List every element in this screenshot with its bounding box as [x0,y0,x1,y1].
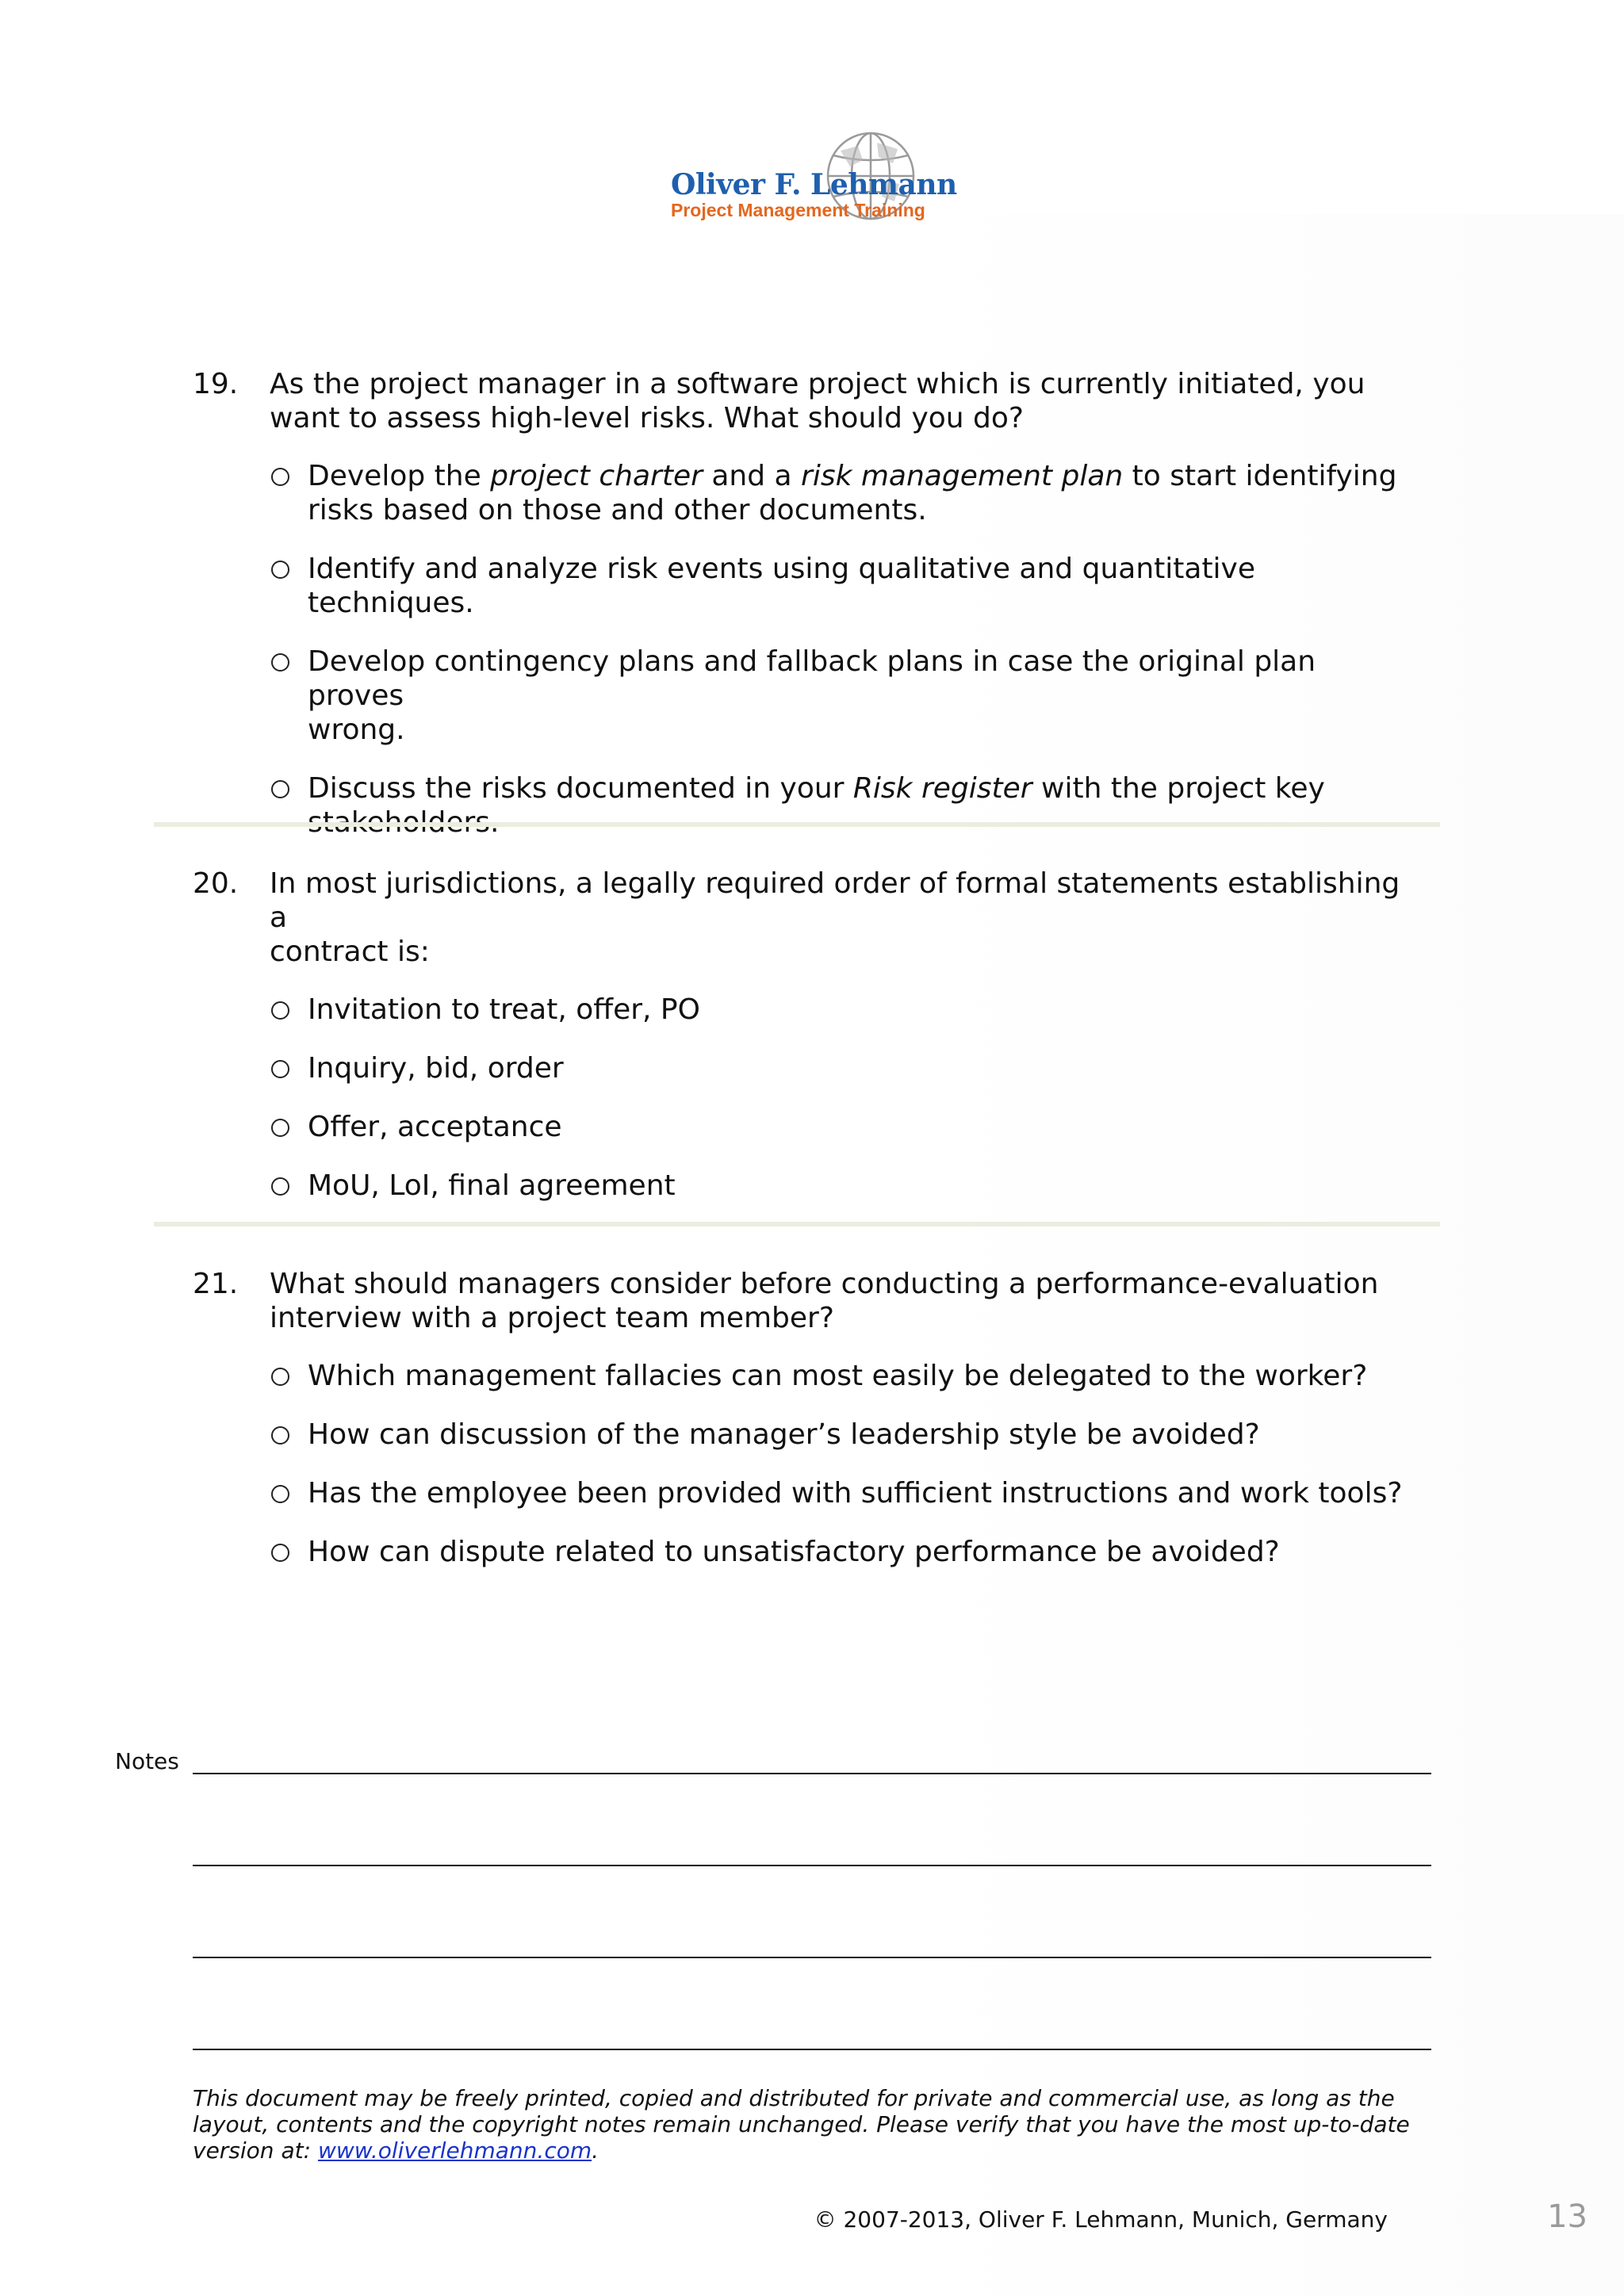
answer-option-c[interactable] [270,1476,1414,1510]
answer-option-b[interactable] [270,1051,1414,1085]
option-text: Has the employee been provided with sufficient instructions and work tools? [308,1477,1403,1510]
logo-subtitle: Project Management Training [671,200,925,220]
option-text: Which management fallacies can most easily be delegated to the worker? [308,1360,1368,1392]
answer-option-d[interactable] [270,771,1414,840]
section-divider [154,822,1440,827]
question-number: 20. [193,867,239,900]
radio-button[interactable] [271,561,289,579]
option-text: Discuss the risks documented in your Risk register with the project key [308,772,1325,805]
option-text: Offer, acceptance [308,1111,562,1143]
logo-name: Oliver F. Lehmann [671,168,957,201]
disclaimer-suffix: . [592,2137,599,2164]
question-20 [193,867,1414,1227]
radio-button[interactable] [271,653,289,672]
option-text: How can discussion of the manager’s leadership style be avoided? [308,1418,1260,1451]
question-text-line: What should managers consider before conducting a performance-evaluation [270,1268,1379,1300]
question-21 [193,1267,1414,1594]
radio-button[interactable] [271,1001,289,1020]
radio-button[interactable] [271,1368,289,1386]
radio-button[interactable] [271,1485,289,1503]
option-text: MoU, LoI, final agreement [308,1169,676,1202]
option-text: Identify and analyze risk events using qualitative and quantitative techniques. [308,553,1256,619]
page-number: 13 [1547,2198,1588,2235]
notes-line[interactable] [193,1773,1431,1774]
answer-option-b[interactable] [270,552,1414,620]
radio-button[interactable] [271,780,289,798]
question-number: 19. [193,368,239,400]
company-logo [666,128,957,224]
disclaimer-line: This document may be freely printed, copied and distributed for private and commercial use, as long as the [193,2085,1395,2111]
question-text-line: interview with a project team member? [270,1302,834,1334]
notes-label: Notes [115,1748,179,1774]
answer-option-b[interactable] [270,1418,1414,1452]
notes-line[interactable] [193,1865,1431,1866]
disclaimer-prefix: version at: [193,2137,318,2164]
options-list [193,993,1414,1203]
question-text [270,867,1414,969]
question-text [270,367,1414,435]
question-text-line: contract is: [270,936,430,968]
answer-option-a[interactable] [270,459,1414,527]
radio-button[interactable] [271,1426,289,1445]
website-link[interactable]: www.oliverlehmann.com [317,2137,592,2164]
question-text [270,1267,1414,1335]
question-text-line: As the project manager in a software project which is currently initiated, you [270,368,1365,400]
options-list [193,1359,1414,1569]
section-divider [154,1222,1440,1226]
disclaimer-line [193,2137,1438,2164]
option-text: Inquiry, bid, order [308,1052,564,1085]
answer-option-d[interactable] [270,1535,1414,1569]
answer-option-c[interactable] [270,1110,1414,1144]
notes-line[interactable] [193,2049,1431,2050]
disclaimer-line: layout, contents and the copyright notes remain unchanged. Please verify that you have the most up-to-date [193,2111,1410,2137]
radio-button[interactable] [271,1544,289,1562]
options-list [193,459,1414,840]
disclaimer [193,2085,1438,2164]
option-text-line: risks based on those and other documents. [308,494,927,526]
radio-button[interactable] [271,1177,289,1196]
radio-button[interactable] [271,468,289,486]
answer-option-d[interactable] [270,1169,1414,1203]
question-text-line: want to assess high-level risks. What should you do? [270,402,1025,434]
copyright-notice: © 2007-2013, Oliver F. Lehmann, Munich, Germany [814,2206,1388,2233]
option-text-line: wrong. [308,714,405,746]
answer-option-a[interactable] [270,1359,1414,1393]
notes-line[interactable] [193,1957,1431,1958]
answer-option-a[interactable] [270,993,1414,1027]
radio-button[interactable] [271,1119,289,1137]
option-text: Develop contingency plans and fallback plans in case the original plan proves [308,645,1316,712]
option-text: Invitation to treat, offer, PO [308,993,700,1026]
option-text: How can dispute related to unsatisfactory performance be avoided? [308,1536,1280,1568]
question-19 [193,367,1414,864]
question-number: 21. [193,1268,239,1300]
answer-option-c[interactable] [270,645,1414,747]
option-text: Develop the project charter and a risk management plan to start identifying [308,460,1397,492]
question-text-line: In most jurisdictions, a legally required order of formal statements establishing a [270,867,1400,934]
radio-button[interactable] [271,1060,289,1078]
